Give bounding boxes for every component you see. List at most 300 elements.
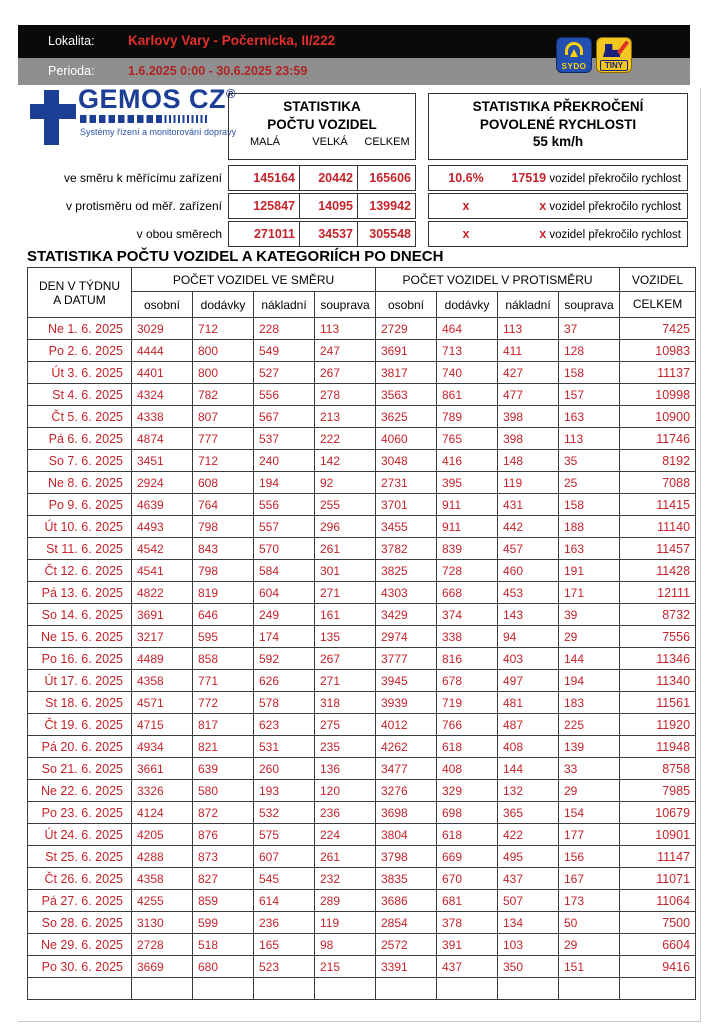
cell-value: 876: [193, 824, 254, 846]
cell-value: 681: [437, 890, 498, 912]
cell-value: 464: [437, 318, 498, 340]
cell-value: 4401: [132, 362, 193, 384]
cell-value: 289: [315, 890, 376, 912]
cell-value: 398: [498, 428, 559, 450]
cell-value: 278: [315, 384, 376, 406]
cell-value: 3669: [132, 956, 193, 978]
table-row: [28, 692, 696, 714]
cell-day-date: Út 24. 6. 2025: [28, 824, 132, 846]
cell-value: 858: [193, 648, 254, 670]
summary-value: 34537: [300, 222, 358, 246]
cell-total: 11340: [620, 670, 696, 692]
cell-value: 670: [437, 868, 498, 890]
cell-total: 8192: [620, 450, 696, 472]
table-row: [28, 494, 696, 516]
table-row: [28, 934, 696, 956]
cell-value: 228: [254, 318, 315, 340]
cell-value: 296: [315, 516, 376, 538]
cell-total: [620, 978, 696, 1000]
cell-value: 789: [437, 406, 498, 428]
cell-value: 497: [498, 670, 559, 692]
cell-value: 3625: [376, 406, 437, 428]
cell-value: 271: [315, 582, 376, 604]
header-day-date: DEN V TÝDNU A DATUM: [28, 268, 132, 318]
page-edge-line: [18, 1021, 701, 1022]
cell-total: 10679: [620, 802, 696, 824]
cell-value: 843: [193, 538, 254, 560]
cell-total: 11920: [620, 714, 696, 736]
table-row: [28, 846, 696, 868]
cell-value: 136: [315, 758, 376, 780]
cell-value: 798: [193, 516, 254, 538]
summary-value: 305548: [369, 227, 411, 241]
header-opposite: POČET VOZIDEL V PROTISMĚRU: [376, 268, 620, 292]
cell-value: 873: [193, 846, 254, 868]
cell-value: 460: [498, 560, 559, 582]
cell-value: 608: [193, 472, 254, 494]
speeding-percent: x: [462, 199, 470, 213]
cell-value: 728: [437, 560, 498, 582]
cell-value: 861: [437, 384, 498, 406]
cell-value: 618: [437, 824, 498, 846]
cell-value: 163: [559, 538, 620, 560]
cell-day-date: Ne 8. 6. 2025: [28, 472, 132, 494]
subheader: osobní: [132, 292, 193, 318]
cell-value: 481: [498, 692, 559, 714]
lokalita-label: Lokalita:: [48, 34, 95, 48]
cell-value: 408: [437, 758, 498, 780]
cell-value: 800: [193, 340, 254, 362]
cell-value: [315, 978, 376, 1000]
cell-value: 29: [559, 934, 620, 956]
cell-value: 607: [254, 846, 315, 868]
cell-value: 224: [315, 824, 376, 846]
pencil-icon: [617, 40, 629, 54]
cell-value: 821: [193, 736, 254, 758]
table-row: [28, 912, 696, 934]
table-row: [28, 890, 696, 912]
cell-value: 3563: [376, 384, 437, 406]
cell-value: 4012: [376, 714, 437, 736]
cell-value: 557: [254, 516, 315, 538]
sydo-logo: [556, 37, 592, 73]
cell-total: 7500: [620, 912, 696, 934]
speeding-count: x: [539, 199, 547, 213]
speeding-count: 17519: [511, 171, 547, 185]
cell-value: 3817: [376, 362, 437, 384]
cell-value: 267: [315, 362, 376, 384]
cell-value: 143: [498, 604, 559, 626]
cell-value: 3451: [132, 450, 193, 472]
table-row: [28, 406, 696, 428]
table-row: [28, 362, 696, 384]
cell-value: 3701: [376, 494, 437, 516]
cell-value: 532: [254, 802, 315, 824]
col-mala: MALÁ: [250, 136, 280, 149]
cell-value: 194: [559, 670, 620, 692]
cell-day-date: So 7. 6. 2025: [28, 450, 132, 472]
subheader: souprava: [559, 292, 620, 318]
cell-value: 827: [193, 868, 254, 890]
cell-total: 11071: [620, 868, 696, 890]
cell-value: 151: [559, 956, 620, 978]
cell-value: 411: [498, 340, 559, 362]
cell-day-date: Pá 13. 6. 2025: [28, 582, 132, 604]
speeding-count-text: x vozidel překročilo rychlost: [539, 227, 681, 241]
table-row: [28, 318, 696, 340]
cell-total: 10901: [620, 824, 696, 846]
cell-value: [132, 978, 193, 1000]
table-row: [28, 428, 696, 450]
cell-value: 4715: [132, 714, 193, 736]
cell-value: 764: [193, 494, 254, 516]
cell-value: 3691: [376, 340, 437, 362]
cell-value: 2572: [376, 934, 437, 956]
cell-value: 156: [559, 846, 620, 868]
cell-value: [559, 978, 620, 1000]
cell-day-date: Po 23. 6. 2025: [28, 802, 132, 824]
cell-total: 7556: [620, 626, 696, 648]
perioda-value: 1.6.2025 0:00 - 30.6.2025 23:59: [128, 64, 308, 78]
cell-value: 261: [315, 846, 376, 868]
cell-value: 3130: [132, 912, 193, 934]
brand-name: GEMOS CZ®: [78, 84, 237, 114]
cell-value: 261: [315, 538, 376, 560]
cell-value: 4444: [132, 340, 193, 362]
cell-value: 442: [498, 516, 559, 538]
cell-value: 94: [498, 626, 559, 648]
cell-total: 11428: [620, 560, 696, 582]
cell-value: 194: [254, 472, 315, 494]
cell-value: 4255: [132, 890, 193, 912]
table-row: [28, 824, 696, 846]
cell-value: 29: [559, 626, 620, 648]
cell-value: 29: [559, 780, 620, 802]
cell-value: 3048: [376, 450, 437, 472]
cell-value: 669: [437, 846, 498, 868]
page-edge-line: [700, 88, 701, 1022]
cell-value: 134: [498, 912, 559, 934]
cell-total: 8758: [620, 758, 696, 780]
cell-value: 4489: [132, 648, 193, 670]
cell-value: 4874: [132, 428, 193, 450]
cell-value: 777: [193, 428, 254, 450]
summary-values-row: [228, 221, 416, 247]
cell-value: 595: [193, 626, 254, 648]
cell-value: 570: [254, 538, 315, 560]
cell-value: [193, 978, 254, 1000]
cell-value: 782: [193, 384, 254, 406]
cell-value: 135: [315, 626, 376, 648]
summary-value: 20442: [300, 166, 358, 190]
cell-value: 113: [498, 318, 559, 340]
cell-value: 3391: [376, 956, 437, 978]
cell-value: 457: [498, 538, 559, 560]
cell-value: 859: [193, 890, 254, 912]
cell-day-date: St 11. 6. 2025: [28, 538, 132, 560]
cell-value: 527: [254, 362, 315, 384]
cell-value: 2729: [376, 318, 437, 340]
cell-value: 431: [498, 494, 559, 516]
cell-day-date: Út 10. 6. 2025: [28, 516, 132, 538]
cell-value: 771: [193, 670, 254, 692]
cell-day-date: St 18. 6. 2025: [28, 692, 132, 714]
cell-value: 144: [559, 648, 620, 670]
table-row: [28, 604, 696, 626]
cell-value: 408: [498, 736, 559, 758]
cell-total: 10900: [620, 406, 696, 428]
cell-value: 2728: [132, 934, 193, 956]
cell-value: 193: [254, 780, 315, 802]
cell-value: 740: [437, 362, 498, 384]
cell-value: 911: [437, 494, 498, 516]
cell-value: 668: [437, 582, 498, 604]
summary-row-label: v obou směrech: [136, 227, 222, 241]
cell-value: 567: [254, 406, 315, 428]
cell-value: [376, 978, 437, 1000]
cell-day-date: Pá 6. 6. 2025: [28, 428, 132, 450]
cell-value: 3691: [132, 604, 193, 626]
cell-value: 249: [254, 604, 315, 626]
cell-value: 4934: [132, 736, 193, 758]
cell-value: 800: [193, 362, 254, 384]
cell-value: 4639: [132, 494, 193, 516]
cell-value: 139: [559, 736, 620, 758]
cell-value: 191: [559, 560, 620, 582]
table-row: [28, 648, 696, 670]
cell-total: 11948: [620, 736, 696, 758]
cell-day-date: Čt 5. 6. 2025: [28, 406, 132, 428]
cell-value: [498, 978, 559, 1000]
cell-total: 11561: [620, 692, 696, 714]
cell-value: 4542: [132, 538, 193, 560]
cell-total: 11147: [620, 846, 696, 868]
cell-value: 3825: [376, 560, 437, 582]
cell-value: 3835: [376, 868, 437, 890]
table-row: [28, 626, 696, 648]
table-row: [28, 582, 696, 604]
cell-value: 604: [254, 582, 315, 604]
cell-total: 11064: [620, 890, 696, 912]
cell-day-date: Ne 29. 6. 2025: [28, 934, 132, 956]
cell-value: 4288: [132, 846, 193, 868]
cell-value: 163: [559, 406, 620, 428]
cell-value: 537: [254, 428, 315, 450]
cell-value: 173: [559, 890, 620, 912]
cell-value: 350: [498, 956, 559, 978]
daily-table-body: [28, 318, 696, 1000]
header-total: VOZIDEL CELKEM: [620, 268, 696, 318]
cell-value: 161: [315, 604, 376, 626]
cell-value: 3804: [376, 824, 437, 846]
cell-value: 222: [315, 428, 376, 450]
table-row: [28, 538, 696, 560]
cell-value: 3029: [132, 318, 193, 340]
cell-value: 4822: [132, 582, 193, 604]
subheader: dodávky: [437, 292, 498, 318]
cell-value: 398: [498, 406, 559, 428]
cell-value: 148: [498, 450, 559, 472]
cell-day-date: Pá 20. 6. 2025: [28, 736, 132, 758]
summary-value: 145164: [229, 166, 300, 190]
cell-day-date: Pá 27. 6. 2025: [28, 890, 132, 912]
cell-value: 4338: [132, 406, 193, 428]
cell-total: 10998: [620, 384, 696, 406]
cell-value: 626: [254, 670, 315, 692]
cell-value: 25: [559, 472, 620, 494]
summary-value: 14095: [300, 194, 358, 218]
vehicle-count-box: [228, 93, 416, 160]
cell-total: 11137: [620, 362, 696, 384]
cell-value: 33: [559, 758, 620, 780]
cell-total: 11346: [620, 648, 696, 670]
cell-value: 3276: [376, 780, 437, 802]
cell-day-date: So 21. 6. 2025: [28, 758, 132, 780]
cell-value: [254, 978, 315, 1000]
cell-value: 556: [254, 494, 315, 516]
speeding-row: [428, 193, 688, 219]
cell-value: 338: [437, 626, 498, 648]
subheader: osobní: [376, 292, 437, 318]
subheader: nákladní: [254, 292, 315, 318]
cell-value: 142: [315, 450, 376, 472]
cell-value: 3798: [376, 846, 437, 868]
cell-day-date: Út 3. 6. 2025: [28, 362, 132, 384]
table-row: [28, 736, 696, 758]
speeding-row: [428, 165, 688, 191]
cell-value: 772: [193, 692, 254, 714]
table-row: [28, 802, 696, 824]
table-row: [28, 670, 696, 692]
cell-value: 247: [315, 340, 376, 362]
cell-value: 171: [559, 582, 620, 604]
cell-value: 177: [559, 824, 620, 846]
cell-day-date: Út 17. 6. 2025: [28, 670, 132, 692]
cell-value: 495: [498, 846, 559, 868]
cell-day-date: St 25. 6. 2025: [28, 846, 132, 868]
cell-value: 623: [254, 714, 315, 736]
cell-value: 549: [254, 340, 315, 362]
cell-value: 154: [559, 802, 620, 824]
cell-value: 128: [559, 340, 620, 362]
vehicle-count-title: STATISTIKA POČTU VOZIDEL: [267, 99, 377, 132]
cell-value: 422: [498, 824, 559, 846]
cell-value: 329: [437, 780, 498, 802]
cell-value: 453: [498, 582, 559, 604]
cell-total: 9416: [620, 956, 696, 978]
cell-total: 6604: [620, 934, 696, 956]
speeding-percent: 10.6%: [448, 171, 484, 185]
cell-value: 213: [315, 406, 376, 428]
cell-value: 807: [193, 406, 254, 428]
speeding-count: x: [539, 227, 547, 241]
cell-value: 232: [315, 868, 376, 890]
cell-value: 646: [193, 604, 254, 626]
cell-value: 437: [498, 868, 559, 890]
cell-value: 4541: [132, 560, 193, 582]
table-row: [28, 516, 696, 538]
cell-value: 113: [315, 318, 376, 340]
cell-value: 819: [193, 582, 254, 604]
cell-value: 437: [437, 956, 498, 978]
cell-value: 678: [437, 670, 498, 692]
subheader: souprava: [315, 292, 376, 318]
cell-value: 545: [254, 868, 315, 890]
cell-value: 599: [193, 912, 254, 934]
cell-value: 103: [498, 934, 559, 956]
cell-value: 188: [559, 516, 620, 538]
cell-value: 301: [315, 560, 376, 582]
cell-value: 575: [254, 824, 315, 846]
cell-value: 518: [193, 934, 254, 956]
cross-icon: [30, 104, 76, 119]
speeding-box: [428, 93, 688, 160]
cell-value: 4324: [132, 384, 193, 406]
cell-value: 4205: [132, 824, 193, 846]
cell-value: 507: [498, 890, 559, 912]
cell-value: 584: [254, 560, 315, 582]
cell-value: 225: [559, 714, 620, 736]
cell-value: 3698: [376, 802, 437, 824]
cell-value: 365: [498, 802, 559, 824]
cell-value: 132: [498, 780, 559, 802]
cell-day-date: St 4. 6. 2025: [28, 384, 132, 406]
cell-value: 2854: [376, 912, 437, 934]
cell-value: 4493: [132, 516, 193, 538]
cell-total: 11415: [620, 494, 696, 516]
cell-value: 158: [559, 362, 620, 384]
table-row: [28, 758, 696, 780]
table-row: [28, 450, 696, 472]
vehicle-count-columns: [229, 136, 415, 148]
cell-value: 236: [254, 912, 315, 934]
cell-value: 592: [254, 648, 315, 670]
summary-values-row: [228, 193, 416, 219]
cell-total: 7088: [620, 472, 696, 494]
cell-value: 556: [254, 384, 315, 406]
cell-value: 403: [498, 648, 559, 670]
tiny-logo-label: TINY: [600, 60, 628, 71]
cell-value: 4303: [376, 582, 437, 604]
summary-row-label: v protisměru od měř. zařízení: [65, 199, 222, 213]
cell-value: 3945: [376, 670, 437, 692]
cell-total: 11140: [620, 516, 696, 538]
cell-value: 712: [193, 450, 254, 472]
cell-value: 698: [437, 802, 498, 824]
cell-value: 427: [498, 362, 559, 384]
tiny-logo: [596, 37, 632, 73]
logo-blocks-bar: [80, 115, 208, 123]
sydo-logo-label: SYDO: [561, 62, 587, 71]
cell-value: 872: [193, 802, 254, 824]
cell-value: 4571: [132, 692, 193, 714]
summary-value: 165606: [369, 171, 411, 185]
cell-value: 477: [498, 384, 559, 406]
cell-value: 4124: [132, 802, 193, 824]
table-row: [28, 780, 696, 802]
cell-value: 3217: [132, 626, 193, 648]
perioda-label: Perioda:: [48, 64, 95, 78]
cell-value: 37: [559, 318, 620, 340]
subheader: dodávky: [193, 292, 254, 318]
cell-value: 120: [315, 780, 376, 802]
cell-total: 8732: [620, 604, 696, 626]
cell-day-date: Ne 1. 6. 2025: [28, 318, 132, 340]
cell-value: 240: [254, 450, 315, 472]
cell-total: 12111: [620, 582, 696, 604]
cell-day-date: Po 9. 6. 2025: [28, 494, 132, 516]
cell-value: 92: [315, 472, 376, 494]
